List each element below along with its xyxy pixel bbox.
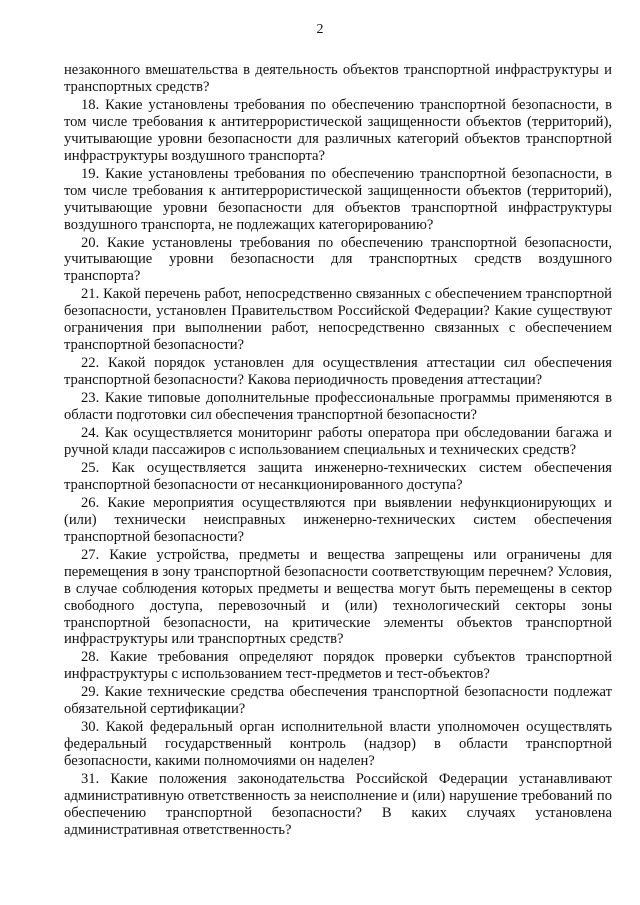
question-23: 23. Какие типовые дополнительные профессиональные программы применяются в области подготовки сил обеспечения транспортной безопасности? bbox=[64, 390, 612, 424]
question-26: 26. Какие мероприятия осуществляются при выявлении нефункционирующих и (или) технически неисправных инженерно-технических систем обеспечения транспортной безопасности? bbox=[64, 494, 612, 545]
question-27: 27. Какие устройства, предметы и вещества запрещены или ограничены для перемещения в зону транспортной безопасности соответствующим перечнем? Условия, в случае соблюдения которых предметы и вещества могут быть перемещены в сектор свободного доступа, перевозочный и (или) технологический секторы зоны транспортной безопасности, на критические элементы объектов транспортной инфраструктуры или транспортных средств? bbox=[64, 546, 612, 648]
question-25: 25. Как осуществляется защита инженерно-технических систем обеспечения транспортной безопасности от несанкционированного доступа? bbox=[64, 459, 612, 493]
question-31: 31. Какие положения законодательства Российской Федерации устанавливают административную ответственность за неисполнение и (или) нарушение требований по обеспечению транспортной безопасности? В каких случаях установлена административная ответственность? bbox=[64, 771, 612, 838]
question-21: 21. Какой перечень работ, непосредственно связанных с обеспечением транспортной безопасности, установлен Правительством Российской Федерации? Какие существуют ограничения при выполнении работ, непосредственно связанных с обеспечением транспортной безопасности? bbox=[64, 286, 612, 354]
question-29: 29. Какие технические средства обеспечения транспортной безопасности подлежат обязательной сертификации? bbox=[64, 684, 612, 718]
continuation-paragraph: незаконного вмешательства в деятельность объектов транспортной инфраструктуры и транспортных средств? bbox=[64, 62, 612, 95]
page-number: 2 bbox=[316, 22, 324, 37]
question-18: 18. Какие установлены требования по обеспечению транспортной безопасности, в том числе требования к антитеррористической защищенности объектов (территорий), учитывающие уровни безопасности для различных категорий объектов транспортной инфраструктуры воздушного транспорта? bbox=[64, 96, 612, 164]
question-30: 30. Какой федеральный орган исполнительной власти уполномочен осуществлять федеральный государственный контроль (надзор) в области транспортной безопасности, какими полномочиями он наделен? bbox=[64, 719, 612, 770]
document-body bbox=[64, 62, 612, 840]
question-24: 24. Как осуществляется мониторинг работы оператора при обследовании багажа и ручной клади пассажиров с использованием специальных и технических средств? bbox=[64, 425, 612, 458]
question-20: 20. Какие установлены требования по обеспечению транспортной безопасности, учитывающие уровни безопасности для транспортных средств воздушного транспорта? bbox=[64, 234, 612, 285]
question-22: 22. Какой порядок установлен для осуществления аттестации сил обеспечения транспортной безопасности? Какова периодичность проведения аттестации? bbox=[64, 355, 612, 389]
question-28: 28. Какие требования определяют порядок проверки субъектов транспортной инфраструктуры с использованием тест-предметов и тест-объектов? bbox=[64, 649, 612, 683]
question-19: 19. Какие установлены требования по обеспечению транспортной безопасности, в том числе требования к антитеррористической защищенности объектов (территорий), учитывающие уровни безопасности для объектов транспортной инфраструктуры воздушного транспорта, не подлежащих категорированию? bbox=[64, 165, 612, 233]
